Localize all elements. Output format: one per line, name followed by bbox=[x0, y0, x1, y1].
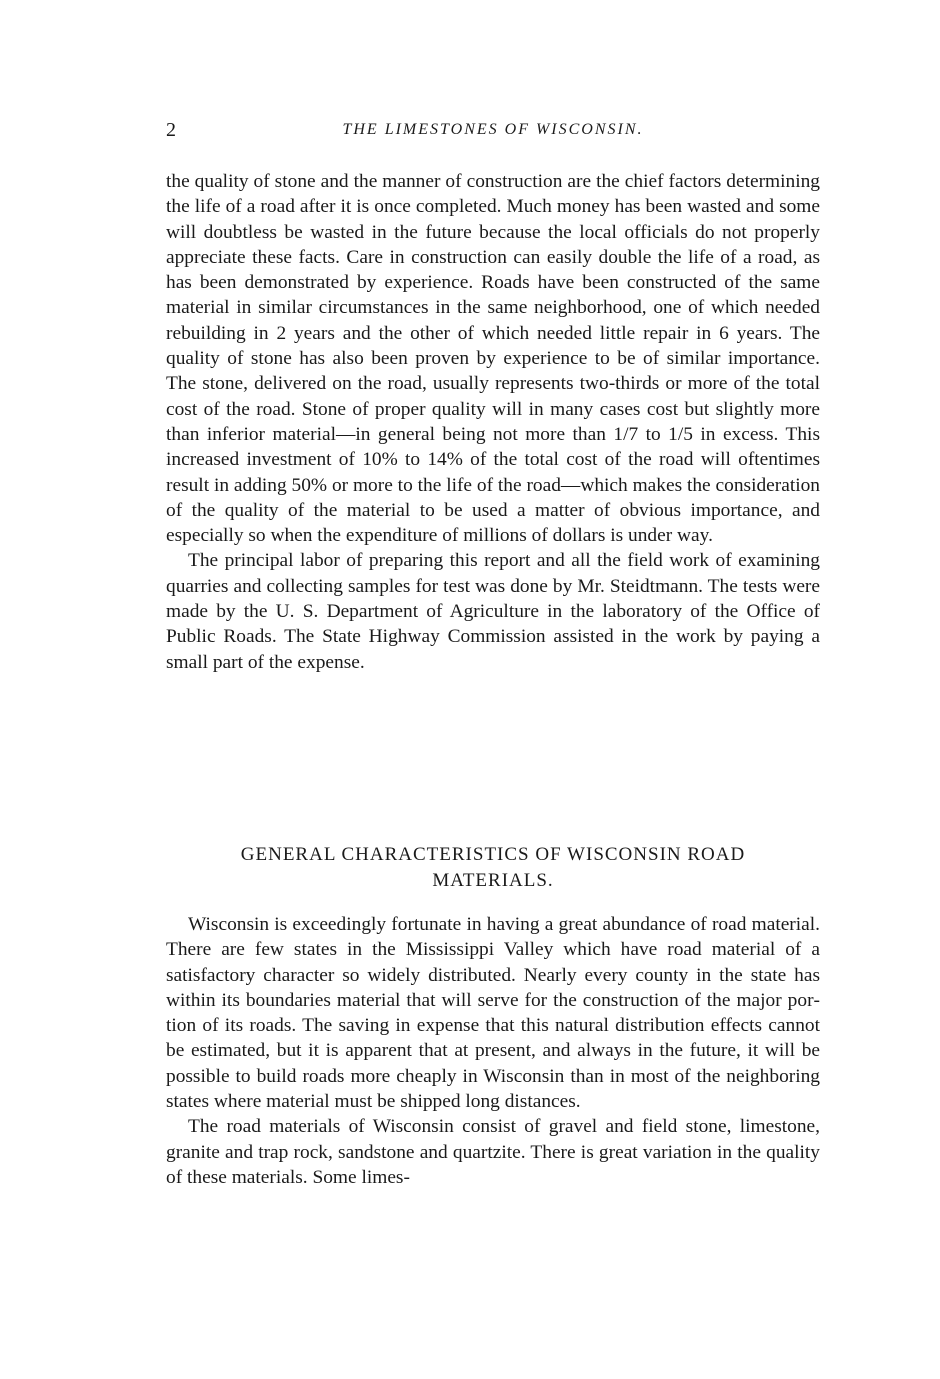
page-number: 2 bbox=[166, 119, 176, 141]
paragraph-abundance: Wisconsin is exceedingly fortunate in having a great abundance of road material. There are few states in the Mississippi Valley which have road material of a satisfactory character so widely distributed. Nearly every county in the state has within its boundaries material that will serve for the construction of the major portion of its roads. The saving in expense that this natural distribution effects cannot be estimated, but it is apparent that at present, and always in the future, it will be possible to build roads more cheaply in Wisconsin than in most of the neighboring states where material must be shipped long distances. bbox=[166, 914, 820, 1113]
section-heading bbox=[166, 842, 820, 894]
paragraph-acknowledgement: The principal labor of preparing this report and all the field work of examining quarries and collecting samples for test was done by Mr. Steidtmann. The tests were made by the U. S. Department of Agriculture in the laboratory of the Office of Public Roads. The State Highway Commission assisted in the work by paying a small part of the expense. bbox=[166, 550, 820, 673]
paragraph-materials: The road materials of Wisconsin consist of gravel and field stone, limestone, granite and trap rock, sandstone and quartzite. There is great variation in the quality of these materials. Some limes- bbox=[166, 1116, 820, 1188]
running-head: THE LIMESTONES OF WISCONSIN. bbox=[342, 121, 644, 138]
section-heading-line-1: GENERAL CHARACTERISTICS OF WISCONSIN ROAD bbox=[240, 844, 746, 865]
section-heading-line-2: MATERIALS. bbox=[432, 870, 554, 891]
body-text-top bbox=[166, 169, 820, 675]
paragraph-continued: the quality of stone and the manner of construction are the chief factors determining the life of a road after it is once completed. Much money has been wasted and some will doubtless be wasted in the future because the local officials do not properly appreciate these facts. Care in construction can easily double the life of a road, as has been demonstrated by experience. Roads have been constructed of the same material in similar circumstances in the same neighborhood, one of which needed rebuilding in 2 years and the other of which needed little repair in 6 years. The quality of stone has also been proven by experience to be of similar importance. The stone, delivered on the road, usually represents two-thirds or more of the total cost of the road. Stone of proper quality will in many cases cost but slightly more than inferior material—in general being not more than 1/7 to 1/5 in excess. This increased investment of 10% to 14% of the total cost of the road will oftentimes result in adding 50% or more to the life of the road—which makes the consideration of the quality of the material to be used a matter of obvious importance, and especially so when the expenditure of millions of dollars is under way. bbox=[166, 171, 820, 547]
body-text-section bbox=[166, 912, 820, 1190]
page-header bbox=[166, 116, 820, 144]
